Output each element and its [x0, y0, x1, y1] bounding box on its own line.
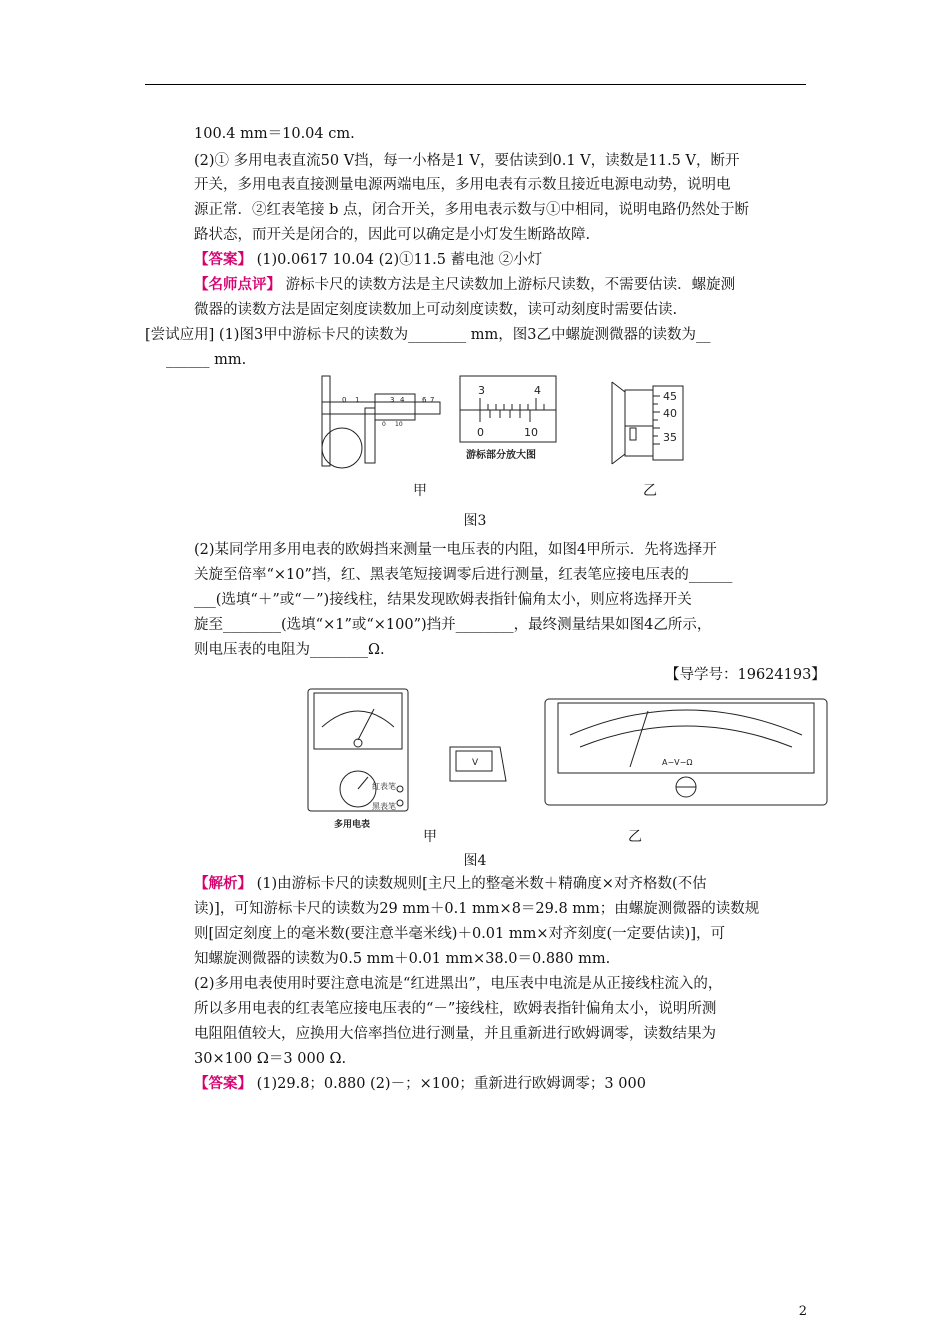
zoom-main-tick: 3: [478, 384, 485, 397]
answer-text: (1)29.8；0.880 (2)－；×100；重新进行欧姆调零；3 000: [252, 1076, 646, 1092]
fig4-label-left: 甲: [423, 829, 437, 845]
micrometer-tick: 40: [663, 407, 677, 420]
figure-4: [300, 685, 840, 835]
caliper-tick: 0: [342, 396, 347, 404]
answer-text: (1)0.0617 10.04 (2)①11.5 蓄电池 ②小灯: [252, 252, 543, 268]
micrometer-tick: 45: [663, 390, 677, 403]
meter-face-text: A−V−Ω: [662, 758, 693, 767]
vernier-zoom-figure: [460, 376, 556, 461]
zoom-vernier-tick: 10: [524, 426, 538, 439]
trial-line-2: ______ mm.: [166, 352, 247, 368]
fig4-caption: 图4: [463, 853, 487, 869]
text-line: 旋至________(选填“×1”或“×100”)挡并________，最终测量结果如图4乙所示，: [194, 617, 712, 633]
red-probe-label: 红表笔: [372, 782, 396, 791]
text-line: 路状态，而开关是闭合的，因此可以确定是小灯发生断路故障.: [194, 227, 591, 243]
zoom-caption: 游标部分放大图: [466, 450, 536, 461]
micrometer-tick: 35: [663, 431, 677, 444]
figure-3: [300, 368, 700, 498]
comment-tag: 【名师点评】: [194, 276, 281, 293]
meter-face-figure: [545, 699, 827, 805]
caliper-tick: 4: [400, 396, 405, 404]
voltmeter-figure: [450, 747, 506, 781]
fig3-label-left: 甲: [413, 483, 427, 499]
zoom-main-tick: 4: [534, 384, 541, 397]
analysis-text: (1)由游标卡尺的读数规则[主尺上的整毫米数＋精确度×对齐格数(不估: [252, 876, 707, 892]
text-line: ___(选填“＋”或“－”)接线柱，结果发现欧姆表指针偏角太小，则应将选择开关: [194, 592, 692, 608]
text-line: 所以多用电表的红表笔应接电压表的“－”接线柱，欧姆表指针偏角太小，说明所测: [194, 1001, 717, 1017]
zoom-vernier-tick: 0: [477, 426, 484, 439]
text-line: 开关，多用电表直接测量电源两端电压，多用电表有示数且接近电源电动势，说明电: [194, 177, 731, 193]
analysis-line-1: [194, 874, 707, 894]
multimeter-figure: [308, 689, 408, 830]
page-number: 2: [798, 1304, 807, 1319]
header-rule: [145, 84, 806, 85]
text-line: 则[固定刻度上的毫米数(要注意半毫米线)＋0.01 mm×对齐刻度(一定要估读)]，可: [194, 926, 725, 942]
text-line: 源正常．②红表笔接 b 点，闭合开关，多用电表示数与①中相同，说明电路仍然处于断: [194, 202, 749, 218]
voltmeter-symbol: V: [472, 758, 479, 768]
answer-tag: 【答案】: [194, 251, 252, 268]
text-line: 知螺旋测微器的读数为0.5 mm＋0.01 mm×38.0＝0.880 mm.: [194, 951, 611, 967]
caliper-vernier-tick: 0: [382, 421, 386, 428]
text-line: 关旋至倍率“×10”挡，红、黑表笔短接调零后进行测量，红表笔应接电压表的______: [194, 567, 733, 583]
text-line: (2)① 多用电表直流50 V挡，每一小格是1 V，要估读到0.1 V，读数是11.5 V，断开: [194, 153, 740, 169]
answer-tag: 【答案】: [194, 1075, 252, 1092]
comment-line-2: 微器的读数方法是固定刻度读数加上可动刻度读数，读可动刻度时需要估读.: [194, 302, 678, 318]
fig4-label-right: 乙: [628, 829, 642, 845]
guide-number: 【导学号：19624193】: [665, 667, 826, 683]
text-line: 100.4 mm＝10.04 cm.: [194, 126, 355, 142]
caliper-tick: 3: [390, 396, 395, 404]
multimeter-label: 多用电表: [334, 820, 371, 830]
answer-line-2: [194, 1074, 646, 1094]
text-line: 读)]，可知游标卡尺的读数为29 mm＋0.1 mm×8＝29.8 mm；由螺旋测微器的读数规: [194, 901, 760, 917]
caliper-tick: 6: [422, 396, 427, 404]
text-line: 则电压表的电阻为________Ω.: [194, 642, 385, 658]
micrometer-figure: [612, 382, 683, 464]
fig3-label-right: 乙: [643, 483, 657, 499]
fig3-caption: 图3: [463, 513, 487, 529]
text-line: (2)多用电表使用时要注意电流是“红进黑出”，电压表中电流是从正接线柱流入的，: [194, 976, 723, 992]
answer-line-1: [194, 250, 542, 270]
comment-text: 游标卡尺的读数方法是主尺读数加上游标尺读数，不需要估读．螺旋测: [281, 277, 736, 293]
black-probe-label: 黑表笔: [372, 802, 396, 811]
caliper-vernier-tick: 10: [395, 421, 403, 428]
vernier-caliper-figure: [322, 376, 440, 468]
caliper-tick: 7: [430, 396, 435, 404]
text-line: (2)某同学用多用电表的欧姆挡来测量一电压表的内阻，如图4甲所示．先将选择开: [194, 542, 717, 558]
caliper-tick: 1: [355, 396, 360, 404]
text-line: 30×100 Ω＝3 000 Ω.: [194, 1051, 347, 1067]
trial-line-1: [尝试应用] (1)图3甲中游标卡尺的读数为________ mm，图3乙中螺旋测微器的读数为__: [145, 327, 711, 343]
analysis-tag: 【解析】: [194, 875, 252, 892]
text-line: 电阻阻值较大，应换用大倍率挡位进行测量，并且重新进行欧姆调零，读数结果为: [194, 1026, 716, 1042]
comment-line-1: [194, 275, 735, 295]
